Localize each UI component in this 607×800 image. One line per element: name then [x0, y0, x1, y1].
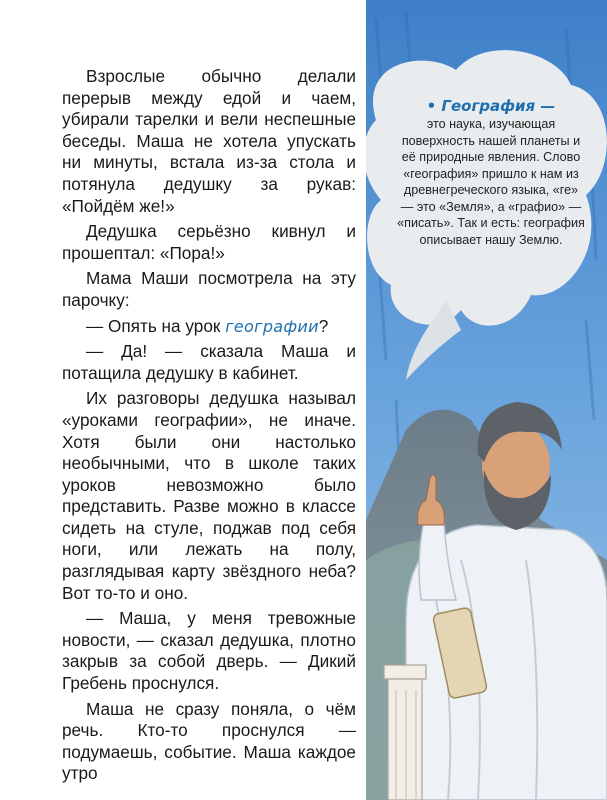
sidebar-note-body: это наука, изучающая поверхность нашей планеты и её природные явления. Слово «география» пришло к нам из древнегреческого языка, «ге» — это «Земля», а «графио» — «писать». Так и есть: география описывает нашу Землю.: [397, 117, 585, 247]
paragraph-4: [62, 316, 356, 338]
paragraph-3: Мама Маши посмотрела на эту парочку:: [62, 268, 356, 310]
paragraph-7: — Маша, у меня тревожные новости, — сказал дедушка, плотно закрыв за собой дверь. — Дикий Гребень проснулся.: [62, 608, 356, 694]
geography-highlight: географии: [225, 316, 319, 336]
paragraph-5: — Да! — сказала Маша и потащила дедушку в кабинет.: [62, 341, 356, 383]
sidebar-note-title: • География: [426, 97, 536, 115]
paragraph-6: Их разговоры дедушка называл «уроками географии», не иначе. Хотя были они настолько необычными, что в школе таких уроков невозможно было представить. Разве можно в классе сидеть на стуле, поджав под себя ноги, или лежать на полу, разглядывая карту звёздного неба? Вот то-то и оно.: [62, 388, 356, 603]
paragraph-1: Взрослые обычно делали перерыв между едой и чаем, убирали тарелки и вели неспешные беседы. Маша не хотела упускать ни минуты, встала из-за стола и потянула дедушку за рукав: «Пойдём же!»: [62, 66, 356, 216]
paragraph-4-lead: — Опять на урок: [86, 315, 226, 336]
temple-column: [384, 665, 426, 800]
paragraph-4-tail: ?: [318, 315, 329, 336]
sidebar-note-dash: —: [535, 97, 556, 115]
paragraph-2: Дедушка серьёзно кивнул и прошептал: «Пора!»: [62, 221, 356, 263]
sidebar-note-heading: [397, 97, 585, 116]
story-text-column: [62, 66, 356, 785]
paragraph-8: Маша не сразу поняла, о чём речь. Кто-то проснулся — подумаешь, событие. Маша каждое утро: [62, 698, 356, 784]
sidebar-note: [397, 97, 585, 248]
